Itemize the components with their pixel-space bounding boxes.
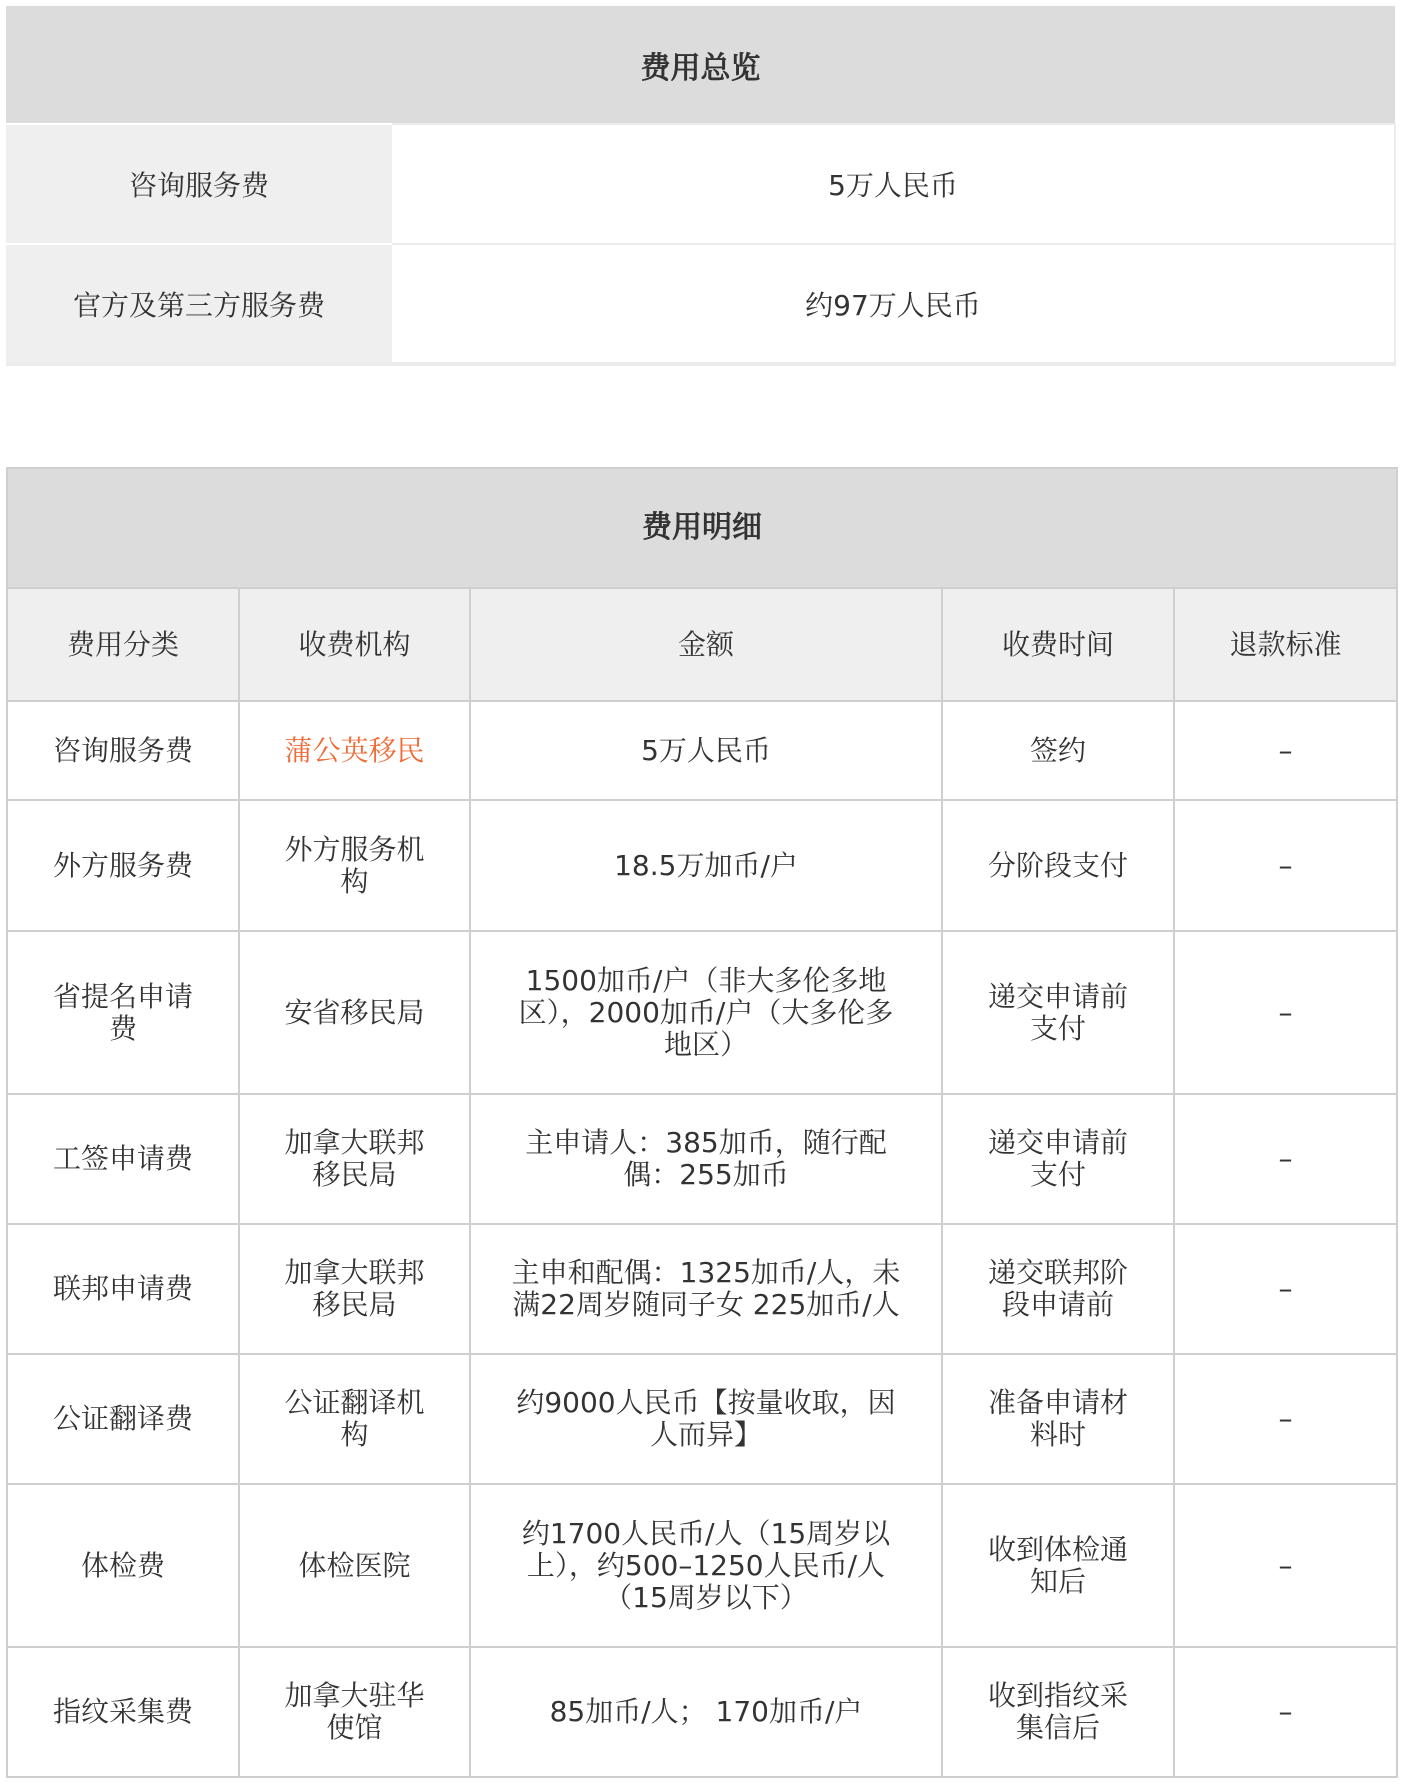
cell-refund: – — [1174, 1224, 1397, 1354]
detail-title-row — [7, 468, 1397, 588]
column-header-refund: 退款标准 — [1174, 588, 1397, 701]
cell-refund: – — [1174, 1484, 1397, 1647]
cell-time: 递交申请前支付 — [942, 931, 1174, 1094]
cell-refund: – — [1174, 931, 1397, 1094]
cell-amount: 5万人民币 — [470, 701, 942, 800]
table-row — [7, 931, 1397, 1094]
cell-time: 递交联邦阶段申请前 — [942, 1224, 1174, 1354]
cell-time: 递交申请前支付 — [942, 1094, 1174, 1224]
detail-header-row — [7, 588, 1397, 701]
cell-time: 准备申请材料时 — [942, 1354, 1174, 1484]
cell-amount: 85加币/人； 170加币/户 — [470, 1647, 942, 1777]
cell-amount: 1500加币/户（非大多伦多地区），2000加币/户（大多伦多地区） — [470, 931, 942, 1094]
cell-time: 签约 — [942, 701, 1174, 800]
cell-time: 收到指纹采集信后 — [942, 1647, 1174, 1777]
overview-row — [6, 124, 1395, 244]
table-row — [7, 1224, 1397, 1354]
table-row — [7, 1354, 1397, 1484]
fee-overview-table — [6, 6, 1396, 366]
cell-category: 联邦申请费 — [7, 1224, 239, 1354]
cell-refund: – — [1174, 701, 1397, 800]
cell-category: 省提名申请费 — [7, 931, 239, 1094]
cell-category: 公证翻译费 — [7, 1354, 239, 1484]
cell-institution: 公证翻译机构 — [239, 1354, 470, 1484]
overview-label: 咨询服务费 — [6, 124, 392, 244]
cell-institution: 安省移民局 — [239, 931, 470, 1094]
cell-time: 收到体检通知后 — [942, 1484, 1174, 1647]
column-header-institution: 收费机构 — [239, 588, 470, 701]
table-row — [7, 1647, 1397, 1777]
detail-title: 费用明细 — [7, 468, 1397, 588]
cell-amount: 约9000人民币【按量收取，因人而异】 — [470, 1354, 942, 1484]
table-row — [7, 701, 1397, 800]
cell-amount: 主申和配偶：1325加币/人，未满22周岁随同子女 225加币/人 — [470, 1224, 942, 1354]
fee-detail-table — [6, 467, 1398, 1778]
cell-category: 咨询服务费 — [7, 701, 239, 800]
cell-institution: 加拿大联邦移民局 — [239, 1094, 470, 1224]
table-row — [7, 1094, 1397, 1224]
overview-value: 5万人民币 — [392, 124, 1395, 244]
overview-label: 官方及第三方服务费 — [6, 244, 392, 364]
table-row — [7, 800, 1397, 931]
cell-amount: 约1700人民币/人（15周岁以上），约500–1250人民币/人（15周岁以下） — [470, 1484, 942, 1647]
table-row — [7, 1484, 1397, 1647]
cell-refund: – — [1174, 1354, 1397, 1484]
cell-institution: 加拿大驻华使馆 — [239, 1647, 470, 1777]
overview-title-row — [6, 6, 1395, 124]
cell-category: 体检费 — [7, 1484, 239, 1647]
cell-institution: 体检医院 — [239, 1484, 470, 1647]
cell-category: 工签申请费 — [7, 1094, 239, 1224]
overview-row — [6, 244, 1395, 364]
cell-category: 指纹采集费 — [7, 1647, 239, 1777]
column-header-category: 费用分类 — [7, 588, 239, 701]
column-header-time: 收费时间 — [942, 588, 1174, 701]
cell-refund: – — [1174, 1094, 1397, 1224]
cell-time: 分阶段支付 — [942, 800, 1174, 931]
cell-refund: – — [1174, 800, 1397, 931]
column-header-amount: 金额 — [470, 588, 942, 701]
cell-institution: 加拿大联邦移民局 — [239, 1224, 470, 1354]
cell-institution-highlight: 蒲公英移民 — [239, 701, 470, 800]
cell-refund: – — [1174, 1647, 1397, 1777]
cell-amount: 主申请人：385加币，随行配偶：255加币 — [470, 1094, 942, 1224]
overview-title: 费用总览 — [6, 6, 1395, 124]
overview-value: 约97万人民币 — [392, 244, 1395, 364]
cell-institution: 外方服务机构 — [239, 800, 470, 931]
cell-category: 外方服务费 — [7, 800, 239, 931]
cell-amount: 18.5万加币/户 — [470, 800, 942, 931]
